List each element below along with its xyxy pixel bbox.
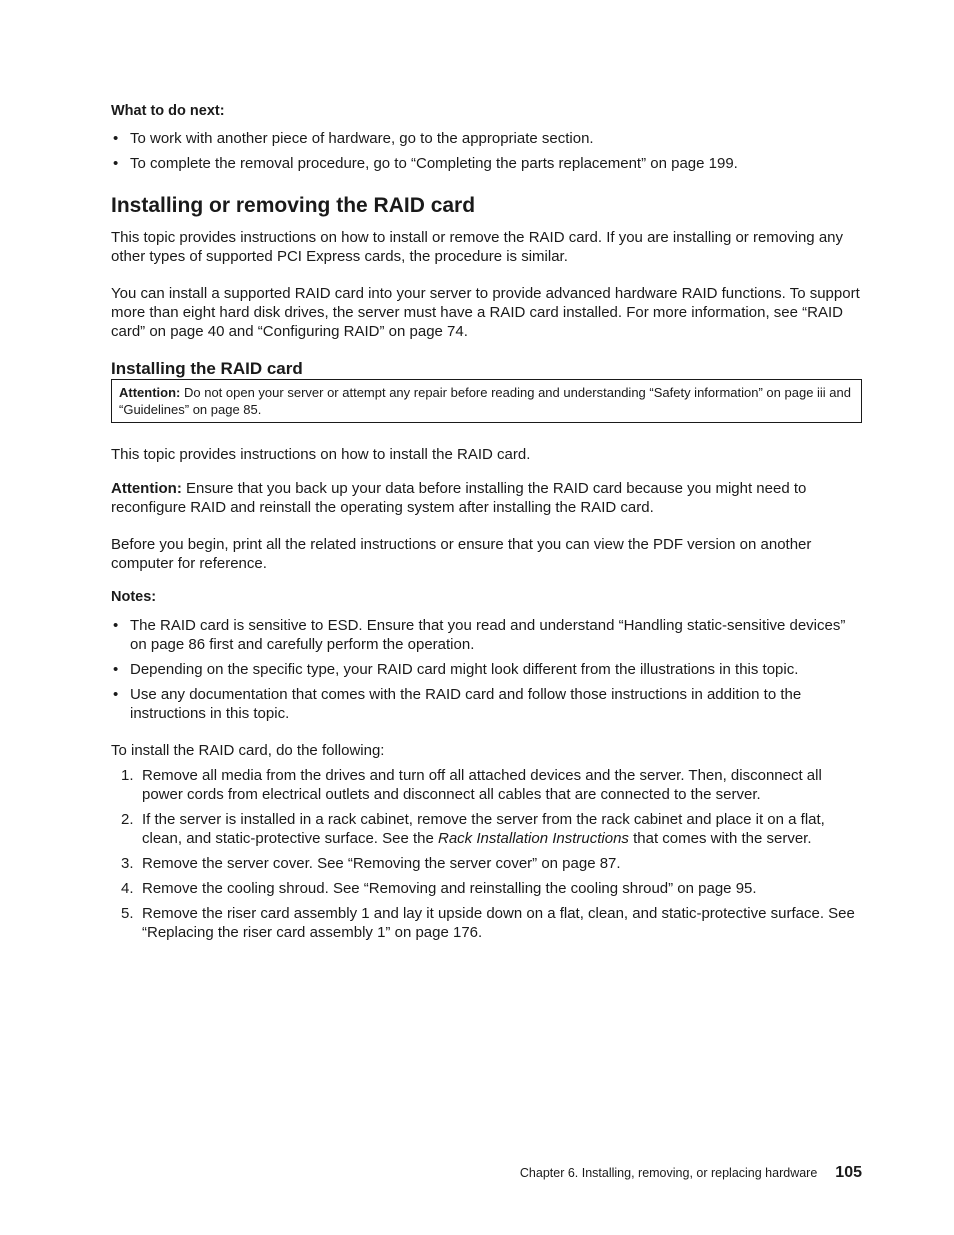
list-item: • Use any documentation that comes with the RAID card and follow those instructions in addition to the instructions in this topic. bbox=[111, 685, 862, 723]
step-text: Remove all media from the drives and turn off all attached devices and the server. Then, disconnect all power cords from electrical outlets and disconnect all cables that are connected to the server. bbox=[142, 767, 822, 803]
step-text: that comes with the server. bbox=[628, 830, 812, 847]
step-text: Remove the server cover. See “Removing the server cover” on page 87. bbox=[142, 855, 621, 872]
list-item: • To work with another piece of hardware, go to the appropriate section. bbox=[111, 129, 862, 148]
attention-text: Do not open your server or attempt any repair before reading and understanding “Safety information” on page iii and “Guidelines” on page 85. bbox=[119, 385, 851, 417]
step-document-title: Rack Installation Instructions bbox=[438, 830, 629, 847]
step-text: Remove the riser card assembly 1 and lay it upside down on a flat, clean, and static-protective surface. See “Replacing the riser card assembly 1” on page 176. bbox=[142, 905, 855, 941]
next-steps-list bbox=[111, 129, 862, 173]
install-steps-list bbox=[111, 766, 862, 942]
step-number: 3. bbox=[121, 855, 134, 872]
step-item bbox=[111, 854, 862, 873]
subsection-title: Installing the RAID card bbox=[111, 359, 303, 378]
section-intro-paragraph: This topic provides instructions on how to install or remove the RAID card. If you are installing or removing any other types of supported PCI Express cards, the procedure is similar. bbox=[111, 229, 843, 265]
attention-notice-box bbox=[111, 379, 862, 423]
footer-chapter-title: Chapter 6. Installing, removing, or replacing hardware bbox=[519, 1166, 818, 1180]
page-footer bbox=[520, 1164, 862, 1182]
what-to-do-next-heading: What to do next: bbox=[111, 103, 225, 119]
step-item bbox=[111, 810, 862, 848]
step-item bbox=[111, 879, 862, 898]
notes-list bbox=[111, 616, 862, 723]
step-item bbox=[111, 766, 862, 804]
backup-attention-paragraph bbox=[111, 479, 862, 517]
step-number: 4. bbox=[121, 880, 134, 897]
attention-label: Attention: bbox=[119, 385, 181, 400]
step-text: If the server is installed in a rack cabinet, remove the server from the rack cabinet and place it on a flat, clean, and static-protective surface. See the bbox=[142, 811, 825, 847]
section-raid-info-paragraph: You can install a supported RAID card into your server to provide advanced hardware RAID functions. To support more than eight hard disk drives, the server must have a RAID card installed. For more information, see “RAID card” on page 40 and “Configuring RAID” on page 74. bbox=[111, 285, 860, 340]
section-title: Installing or removing the RAID card bbox=[111, 194, 476, 217]
list-item: • Depending on the specific type, your RAID card might look different from the illustrations in this topic. bbox=[111, 660, 862, 679]
list-item: • To complete the removal procedure, go to “Completing the parts replacement” on page 199. bbox=[111, 154, 862, 173]
step-number: 1. bbox=[121, 767, 134, 784]
list-item: • The RAID card is sensitive to ESD. Ensure that you read and understand “Handling static-sensitive devices” on page 86 first and carefully perform the operation. bbox=[111, 616, 862, 654]
step-number: 2. bbox=[121, 811, 134, 828]
page-number: 105 bbox=[835, 1164, 862, 1181]
notes-heading: Notes: bbox=[111, 589, 157, 605]
install-intro-paragraph: This topic provides instructions on how to install the RAID card. bbox=[111, 446, 531, 463]
before-you-begin-paragraph: Before you begin, print all the related instructions or ensure that you can view the PDF version on another computer for reference. bbox=[111, 536, 812, 572]
attention-text: Ensure that you back up your data before installing the RAID card because you might need to reconfigure RAID and reinstall the operating system after installing the RAID card. bbox=[111, 480, 807, 516]
step-item bbox=[111, 904, 862, 942]
attention-label: Attention: bbox=[111, 480, 182, 497]
step-text: Remove the cooling shroud. See “Removing and reinstalling the cooling shroud” on page 95. bbox=[142, 880, 757, 897]
steps-intro-paragraph: To install the RAID card, do the following: bbox=[111, 742, 385, 759]
step-number: 5. bbox=[121, 905, 134, 922]
